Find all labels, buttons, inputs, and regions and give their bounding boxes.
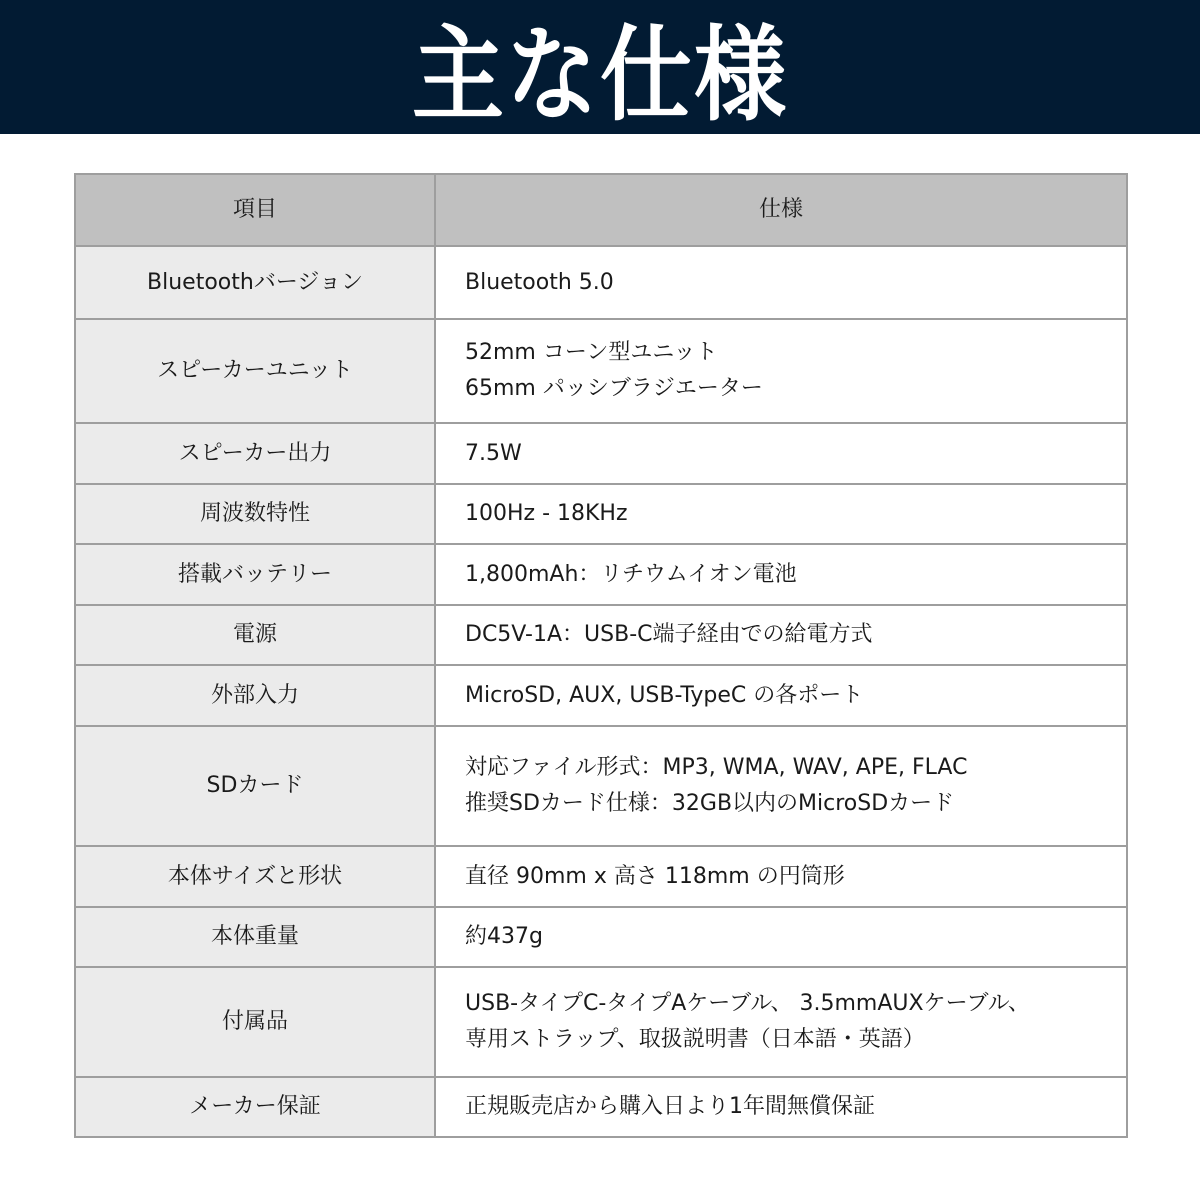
- value-line: 正規販売店から購入日より1年間無償保証: [465, 1094, 875, 1119]
- table-row: [75, 846, 1127, 907]
- row-value: [435, 544, 1127, 605]
- value-line: 専用ストラップ、取扱説明書（日本語・英語）: [465, 1027, 925, 1052]
- table-row: [75, 423, 1127, 484]
- row-label: 本体重量: [75, 907, 435, 967]
- page-title: 主な仕様: [411, 15, 788, 136]
- spec-table: [74, 173, 1128, 1138]
- table-header-row: [75, 174, 1127, 246]
- table-row: [75, 907, 1127, 967]
- table-row: [75, 246, 1127, 319]
- row-label: メーカー保証: [75, 1077, 435, 1137]
- value-line: 直径 90mm x 高さ 118mm の円筒形: [465, 863, 845, 889]
- value-line: MicroSD, AUX, USB-TypeC の各ポート: [465, 682, 864, 708]
- header-item: 項目: [75, 174, 435, 246]
- row-value: [435, 319, 1127, 423]
- row-value: [435, 665, 1127, 726]
- table-row: [75, 726, 1127, 846]
- row-value: [435, 484, 1127, 544]
- value-line: DC5V-1A：USB-C端子経由での給電方式: [465, 622, 873, 647]
- table-row: [75, 544, 1127, 605]
- row-label: 周波数特性: [75, 484, 435, 544]
- table-row: [75, 665, 1127, 726]
- row-value: [435, 605, 1127, 665]
- row-label: 本体サイズと形状: [75, 846, 435, 907]
- row-label: 外部入力: [75, 665, 435, 726]
- row-label: スピーカーユニット: [75, 319, 435, 423]
- row-value: [435, 246, 1127, 319]
- table-row: [75, 1077, 1127, 1137]
- table-row: [75, 484, 1127, 544]
- table-row: [75, 319, 1127, 423]
- title-banner: [0, 0, 1200, 134]
- row-value: [435, 1077, 1127, 1137]
- value-line: 約437g: [465, 924, 543, 949]
- row-label: 電源: [75, 605, 435, 665]
- value-line: 52mm コーン型ユニット: [465, 340, 718, 365]
- row-value: [435, 846, 1127, 907]
- value-line: USB-タイプC-タイプAケーブル、 3.5mmAUXケーブル、: [465, 991, 1030, 1016]
- value-line: 推奨SDカード仕様：32GB以内のMicroSDカード: [465, 791, 955, 816]
- value-line: 7.5W: [465, 440, 522, 466]
- value-line: 100Hz - 18KHz: [465, 501, 628, 526]
- value-line: 対応ファイル形式：MP3, WMA, WAV, APE, FLAC: [465, 755, 968, 780]
- value-line: Bluetooth 5.0: [465, 269, 614, 295]
- row-label: 付属品: [75, 967, 435, 1077]
- value-line: 1,800mAh：リチウムイオン電池: [465, 561, 797, 587]
- value-line: 65mm パッシブラジエーター: [465, 376, 763, 401]
- header-spec: 仕様: [435, 174, 1127, 246]
- row-value: [435, 423, 1127, 484]
- row-value: [435, 726, 1127, 846]
- row-label: 搭載バッテリー: [75, 544, 435, 605]
- row-value: [435, 907, 1127, 967]
- row-label: スピーカー出力: [75, 423, 435, 484]
- row-label: Bluetoothバージョン: [75, 246, 435, 319]
- table-row: [75, 967, 1127, 1077]
- table-row: [75, 605, 1127, 665]
- row-label: SDカード: [75, 726, 435, 846]
- row-value: [435, 967, 1127, 1077]
